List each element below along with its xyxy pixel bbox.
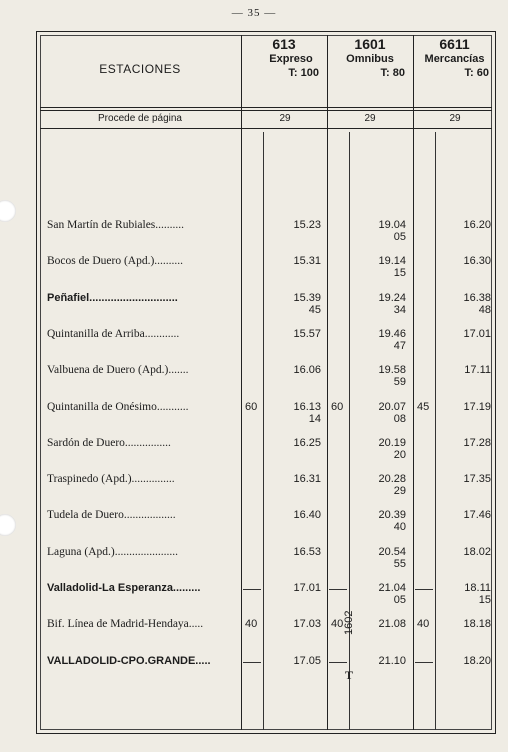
time-cell: 16.40 (293, 509, 321, 522)
time-cell: 20.07 (378, 400, 406, 413)
procede-label: Procede de página (98, 113, 182, 124)
train-1601-number: 1601 (354, 36, 386, 52)
page-number: — 35 — (231, 7, 277, 19)
station-name: Bif. Línea de Madrid-Hendaya..... (47, 618, 204, 631)
time-cell: 47 (393, 339, 406, 352)
time-cell: 20 (393, 448, 406, 461)
time-cell: 29 (393, 485, 406, 498)
station-name: Traspinedo (Apd.)............... (47, 473, 175, 486)
station-name: San Martín de Rubiales.......... (47, 219, 185, 231)
station-name: Peñafiel............................. (47, 291, 178, 304)
station-name: Quintanilla de Onésimo........... (47, 400, 189, 413)
time-cell: 15.39 (293, 291, 321, 304)
time-cell: 15.57 (293, 327, 321, 340)
time-cell: 15.23 (293, 219, 321, 231)
stations-header: ESTACIONES (99, 62, 181, 76)
time-cell: 21.08 (378, 618, 406, 631)
station-name: Sardón de Duero................ (47, 436, 171, 449)
time-cell: 19.14 (378, 255, 406, 268)
time-cell: 34 (393, 303, 406, 316)
time-cell: 19.04 (378, 219, 406, 231)
time-cell: 17.05 (293, 654, 321, 667)
time-cell: 15 (393, 267, 406, 280)
table-row (0, 618, 508, 654)
train-6611-number: 6611 (439, 36, 470, 52)
table-row (0, 546, 508, 582)
station-name: Bocos de Duero (Apd.).......... (47, 255, 184, 268)
table-row (0, 582, 508, 618)
station-name: Quintanilla de Arriba............ (47, 327, 180, 340)
time-cell: 20.54 (378, 545, 406, 558)
time-cell: 18.18 (463, 618, 491, 631)
table-row (0, 655, 508, 691)
dash-mark (415, 589, 433, 590)
station-name: Valladolid-La Esperanza......... (47, 582, 201, 594)
procede-page-6611: 29 (449, 113, 461, 124)
procede-rule (40, 128, 492, 129)
time-cell: 21.04 (378, 582, 406, 594)
time-cell: 17.01 (463, 327, 491, 340)
train-613-tons: T: 100 (288, 67, 319, 79)
time-cell: 17.11 (464, 364, 491, 377)
km-value: 40 (245, 618, 258, 631)
terminus-train-note: 1602 (343, 610, 355, 635)
table-row (0, 509, 508, 545)
km-value: 40 (417, 618, 430, 631)
table-row (0, 401, 508, 437)
km-value: 45 (417, 400, 430, 413)
time-cell: 16.31 (293, 473, 321, 486)
time-cell: 40 (393, 521, 406, 534)
train-613-number: 613 (272, 36, 296, 52)
terminus-mark: T (345, 668, 354, 682)
train-6611-type: Mercancías (424, 53, 485, 65)
dash-mark (329, 662, 347, 663)
time-cell: 16.38 (463, 291, 491, 304)
time-cell: 05 (393, 594, 406, 606)
procede-page-613: 29 (279, 113, 291, 124)
time-cell: 45 (308, 303, 321, 316)
station-name: Laguna (Apd.)...................... (47, 545, 178, 558)
time-cell: 48 (478, 303, 491, 316)
time-cell: 17.01 (293, 582, 321, 594)
time-cell: 16.13 (293, 400, 321, 413)
procede-page-1601: 29 (364, 113, 376, 124)
time-cell: 17.46 (463, 509, 491, 522)
time-cell: 16.53 (293, 545, 321, 558)
table-row (0, 219, 508, 255)
time-cell: 18.02 (463, 545, 491, 558)
km-value: 60 (331, 400, 344, 413)
dash-mark (329, 589, 347, 590)
time-cell: 05 (393, 231, 406, 243)
time-cell: 19.24 (378, 291, 406, 304)
station-name: VALLADOLID-CPO.GRANDE..... (47, 654, 211, 667)
table-row (0, 364, 508, 400)
time-cell: 18.20 (463, 654, 491, 667)
station-name: Tudela de Duero.................. (47, 509, 176, 522)
time-cell: 20.39 (378, 509, 406, 522)
table-row (0, 437, 508, 473)
time-cell: 16.06 (293, 364, 321, 377)
time-cell: 16.25 (293, 436, 321, 449)
time-cell: 19.46 (378, 327, 406, 340)
time-cell: 55 (393, 557, 406, 570)
train-1601-tons: T: 80 (380, 67, 405, 79)
time-cell: 14 (308, 412, 321, 425)
time-cell: 19.58 (378, 364, 406, 377)
time-cell: 18.11 (464, 582, 491, 594)
time-cell: 20.28 (378, 473, 406, 486)
time-cell: 20.19 (378, 436, 406, 449)
time-cell: 17.03 (293, 618, 321, 631)
dash-mark (243, 589, 261, 590)
time-cell: 17.28 (463, 436, 491, 449)
train-6611-tons: T: 60 (464, 67, 489, 79)
time-cell: 17.19 (463, 400, 491, 413)
time-cell: 16.30 (463, 255, 491, 268)
time-cell: 16.20 (463, 219, 491, 231)
table-row (0, 292, 508, 328)
table-row (0, 328, 508, 364)
table-row (0, 473, 508, 509)
train-613-type: Expreso (269, 53, 313, 65)
time-cell: 21.10 (378, 654, 406, 667)
train-1601-type: Omnibus (346, 53, 394, 65)
time-cell: 15 (478, 594, 491, 606)
km-value: 60 (245, 400, 258, 413)
time-cell: 08 (393, 412, 406, 425)
header-rule (40, 107, 492, 108)
header-rule (40, 110, 492, 111)
station-name: Valbuena de Duero (Apd.)....... (47, 364, 189, 377)
dash-mark (243, 662, 261, 663)
time-cell: 17.35 (463, 473, 491, 486)
time-cell: 15.31 (293, 255, 321, 268)
time-cell: 59 (393, 376, 406, 389)
dash-mark (415, 662, 433, 663)
km-value: 40 (331, 618, 344, 631)
table-row (0, 255, 508, 291)
